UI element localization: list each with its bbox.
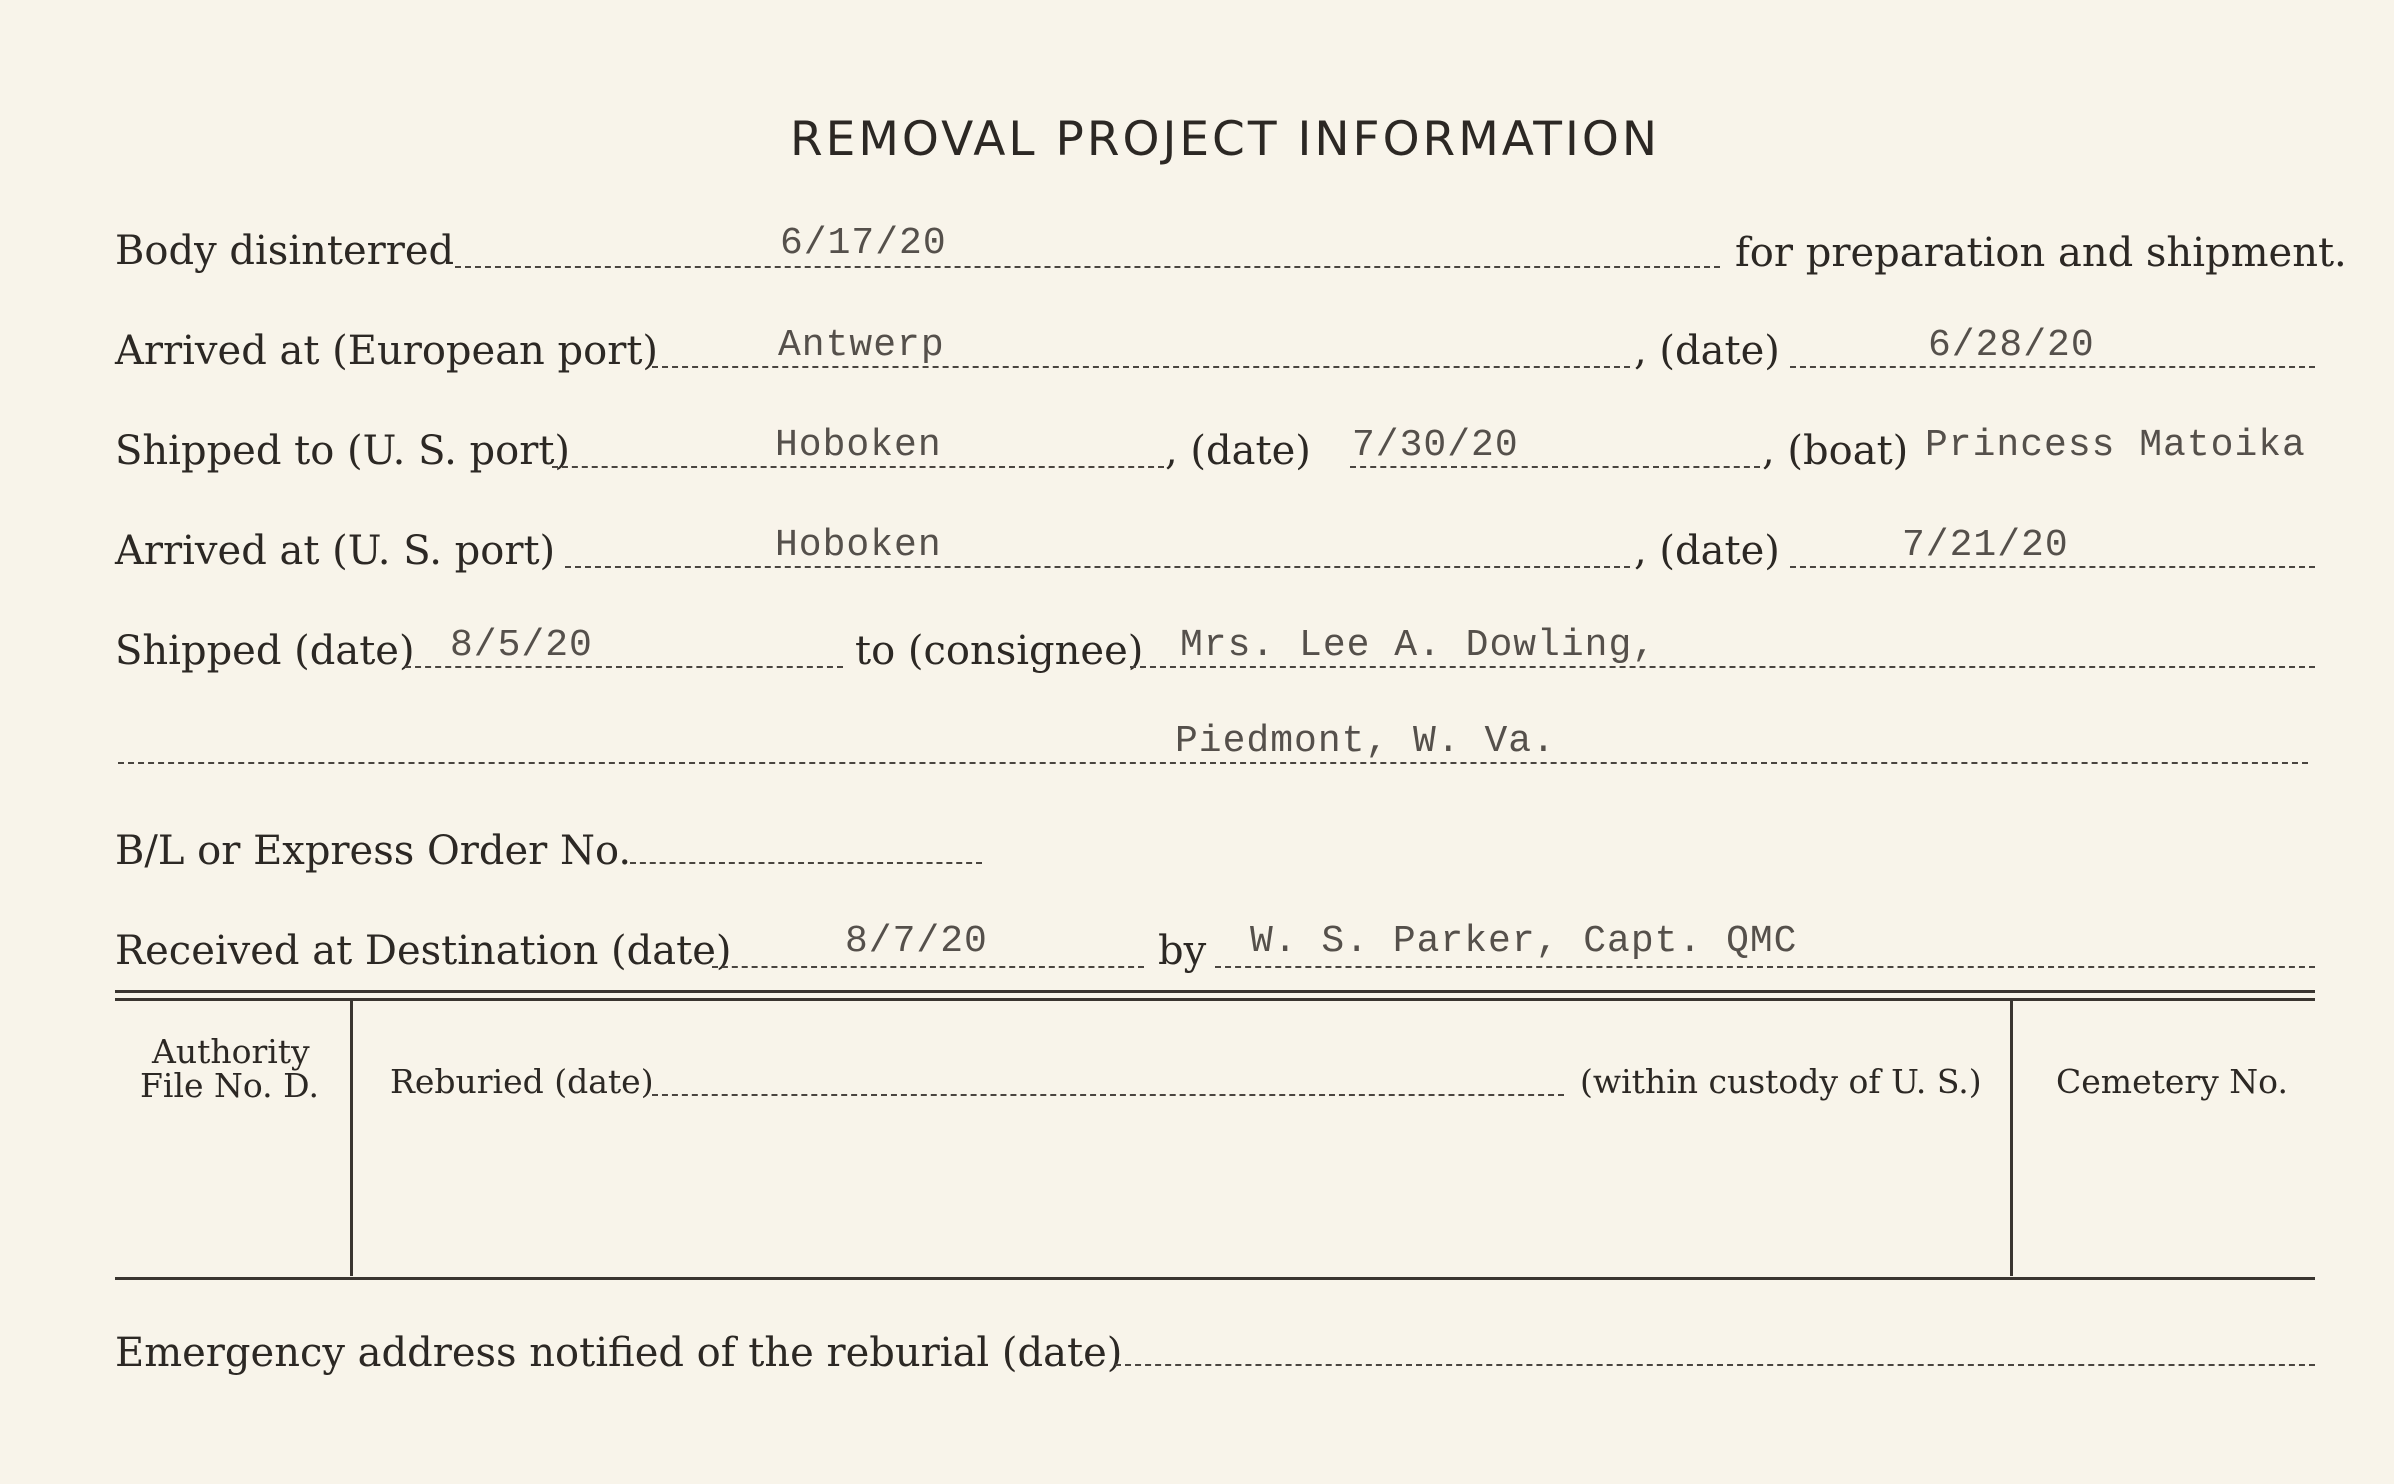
- arrived-us-date-label: , (date): [1634, 528, 1780, 574]
- arrived-us-line: [565, 566, 1630, 568]
- arrived-us-date-value: 7/21/20: [1902, 524, 2069, 567]
- body-disinterred-value: 6/17/20: [780, 222, 947, 265]
- card-title: REMOVAL PROJECT INFORMATION: [790, 112, 1660, 167]
- body-disinterred-line: [455, 266, 1720, 268]
- cemetery-label: Cemetery No.: [2056, 1062, 2288, 1101]
- arrived-european-date-value: 6/28/20: [1928, 324, 2095, 367]
- received-label: Received at Destination (date): [115, 928, 732, 974]
- custody-label: (within custody of U. S.): [1580, 1062, 1982, 1101]
- received-line: [712, 966, 1144, 968]
- arrived-european-value: Antwerp: [778, 324, 945, 367]
- received-value: 8/7/20: [845, 920, 988, 963]
- box-divider-right: [2010, 1000, 2013, 1276]
- authority-label-1: Authority: [152, 1032, 310, 1071]
- consignee-value-2: Piedmont, W. Va.: [1175, 720, 1556, 763]
- consignee-value-1: Mrs. Lee A. Dowling,: [1180, 624, 1657, 667]
- received-by-value: W. S. Parker, Capt. QMC: [1250, 920, 1798, 963]
- shipped-us-value: Hoboken: [775, 424, 942, 467]
- body-disinterred-suffix: for preparation and shipment.: [1735, 230, 2347, 276]
- shipped-us-date-label: , (date): [1165, 428, 1311, 474]
- box-top-rule-1: [115, 990, 2315, 993]
- received-by-label: by: [1158, 928, 1207, 974]
- arrived-us-value: Hoboken: [775, 524, 942, 567]
- bl-order-line: [630, 862, 982, 864]
- arrived-european-label: Arrived at (European port): [115, 328, 659, 374]
- reburied-label: Reburied (date): [390, 1062, 654, 1101]
- bl-order-label: B/L or Express Order No.: [115, 828, 632, 874]
- box-top-rule-2: [115, 998, 2315, 1001]
- emergency-line: [1115, 1364, 2315, 1366]
- shipped-date-value: 8/5/20: [450, 624, 593, 667]
- body-disinterred-label: Body disinterred: [115, 228, 455, 274]
- shipped-us-boat-label: , (boat): [1762, 428, 1909, 474]
- authority-label-2: File No. D.: [140, 1066, 319, 1105]
- reburied-line: [652, 1094, 1564, 1096]
- arrived-european-date-label: , (date): [1634, 328, 1780, 374]
- emergency-label: Emergency address notified of the reburial (date): [115, 1330, 1123, 1376]
- shipped-date-label: Shipped (date): [115, 628, 415, 674]
- shipped-us-date-value: 7/30/20: [1352, 424, 1519, 467]
- received-by-line: [1215, 966, 2315, 968]
- shipped-us-boat-value: Princess Matoika: [1925, 424, 2306, 467]
- box-bottom-rule: [115, 1277, 2315, 1280]
- shipped-us-label: Shipped to (U. S. port): [115, 428, 570, 474]
- consignee-label: to (consignee): [855, 628, 1144, 674]
- box-divider-left: [350, 1000, 353, 1276]
- arrived-us-label: Arrived at (U. S. port): [115, 528, 556, 574]
